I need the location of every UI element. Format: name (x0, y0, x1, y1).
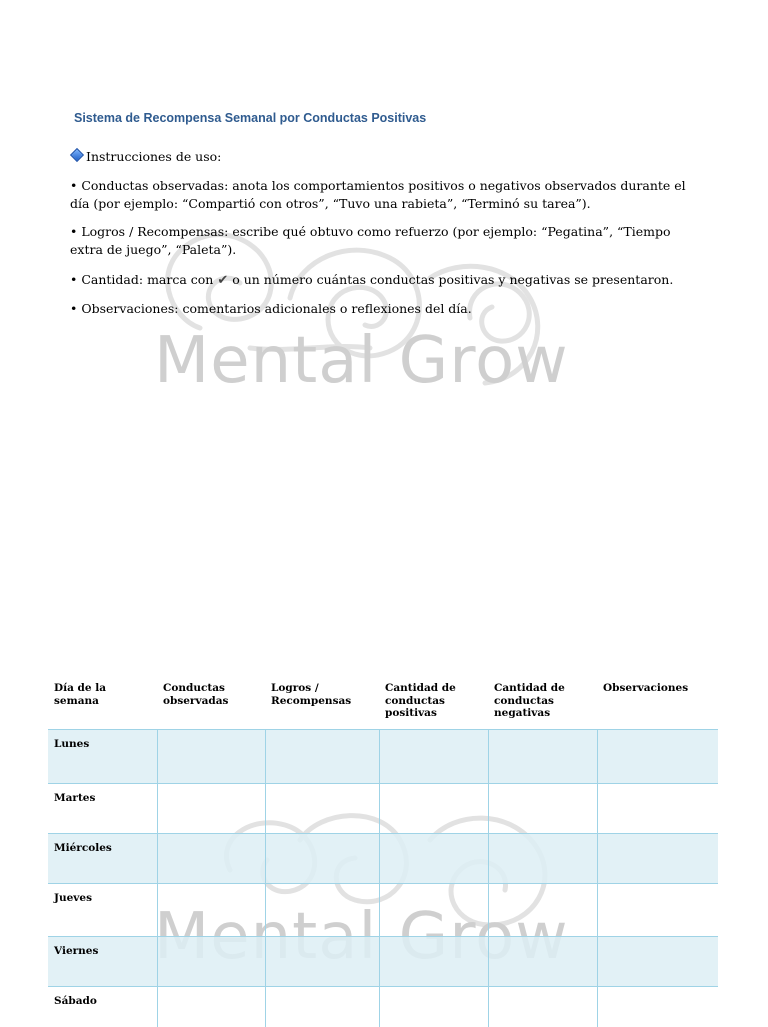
table-cell[interactable] (265, 987, 379, 1027)
instructions-heading-line (70, 148, 700, 166)
bullet-observaciones: • Observaciones: comentarios adicionales o reflexiones del día. (70, 301, 472, 316)
table-cell[interactable] (488, 884, 597, 937)
checkmark-icon: ✔ (217, 273, 229, 288)
bullet-cantidad-before: • Cantidad: marca con (70, 272, 214, 287)
header-dia: Día de la semana (48, 674, 157, 730)
table-cell[interactable] (265, 884, 379, 937)
table-cell[interactable] (157, 834, 265, 884)
table-header-row (48, 674, 718, 730)
document-title: Sistema de Recompensa Semanal por Conductas Positivas (74, 111, 427, 125)
table-cell[interactable] (488, 834, 597, 884)
table-row (48, 784, 718, 834)
table-cell[interactable] (597, 884, 718, 937)
table-cell[interactable] (265, 937, 379, 987)
header-logros: Logros / Recompensas (265, 674, 379, 730)
table-cell[interactable] (488, 784, 597, 834)
day-label: Lunes (48, 730, 157, 784)
day-label: Martes (48, 784, 157, 834)
weekly-table (48, 674, 718, 1027)
table-cell[interactable] (157, 784, 265, 834)
day-label: Miércoles (48, 834, 157, 884)
day-label: Viernes (48, 937, 157, 987)
table-cell[interactable] (265, 784, 379, 834)
header-negativas: Cantidad de conductas negativas (488, 674, 597, 730)
table-cell[interactable] (379, 987, 488, 1027)
table-row (48, 884, 718, 937)
table-cell[interactable] (379, 937, 488, 987)
table-cell[interactable] (488, 937, 597, 987)
table-cell[interactable] (597, 834, 718, 884)
watermark-text: Mental Grow (154, 324, 569, 398)
table-cell[interactable] (379, 730, 488, 784)
table-cell[interactable] (597, 784, 718, 834)
table-row (48, 937, 718, 987)
instructions-heading: Instrucciones de uso: (86, 149, 222, 164)
table-cell[interactable] (488, 730, 597, 784)
table-cell[interactable] (157, 987, 265, 1027)
diamond-icon (70, 148, 84, 162)
table-row (48, 730, 718, 784)
table-cell[interactable] (597, 730, 718, 784)
table-cell[interactable] (265, 730, 379, 784)
table-row (48, 987, 718, 1027)
table-cell[interactable] (379, 884, 488, 937)
table-cell[interactable] (265, 834, 379, 884)
table-row (48, 834, 718, 884)
day-label: Jueves (48, 884, 157, 937)
bullet-logros: • Logros / Recompensas: escribe qué obtuvo como refuerzo (por ejemplo: “Pegatina”, “Tiempo extra de juego”, “Paleta”). (70, 224, 671, 257)
header-observaciones: Observaciones (597, 674, 718, 730)
bullet-conductas: • Conductas observadas: anota los comportamientos positivos o negativos observados durante el día (por ejemplo: “Compartió con otros”, “Tuvo una rabieta”, “Terminó su tarea”). (70, 178, 686, 211)
header-positivas: Cantidad de conductas positivas (379, 674, 488, 730)
header-conductas: Conductas observadas (157, 674, 265, 730)
table-cell[interactable] (379, 784, 488, 834)
table-cell[interactable] (157, 730, 265, 784)
table-cell[interactable] (157, 937, 265, 987)
bullet-cantidad (70, 271, 700, 290)
table-cell[interactable] (379, 834, 488, 884)
table-cell[interactable] (597, 987, 718, 1027)
day-label: Sábado (48, 987, 157, 1027)
bullet-cantidad-after: o un número cuántas conductas positivas y negativas se presentaron. (232, 272, 674, 287)
table-cell[interactable] (597, 937, 718, 987)
table-cell[interactable] (488, 987, 597, 1027)
table-cell[interactable] (157, 884, 265, 937)
